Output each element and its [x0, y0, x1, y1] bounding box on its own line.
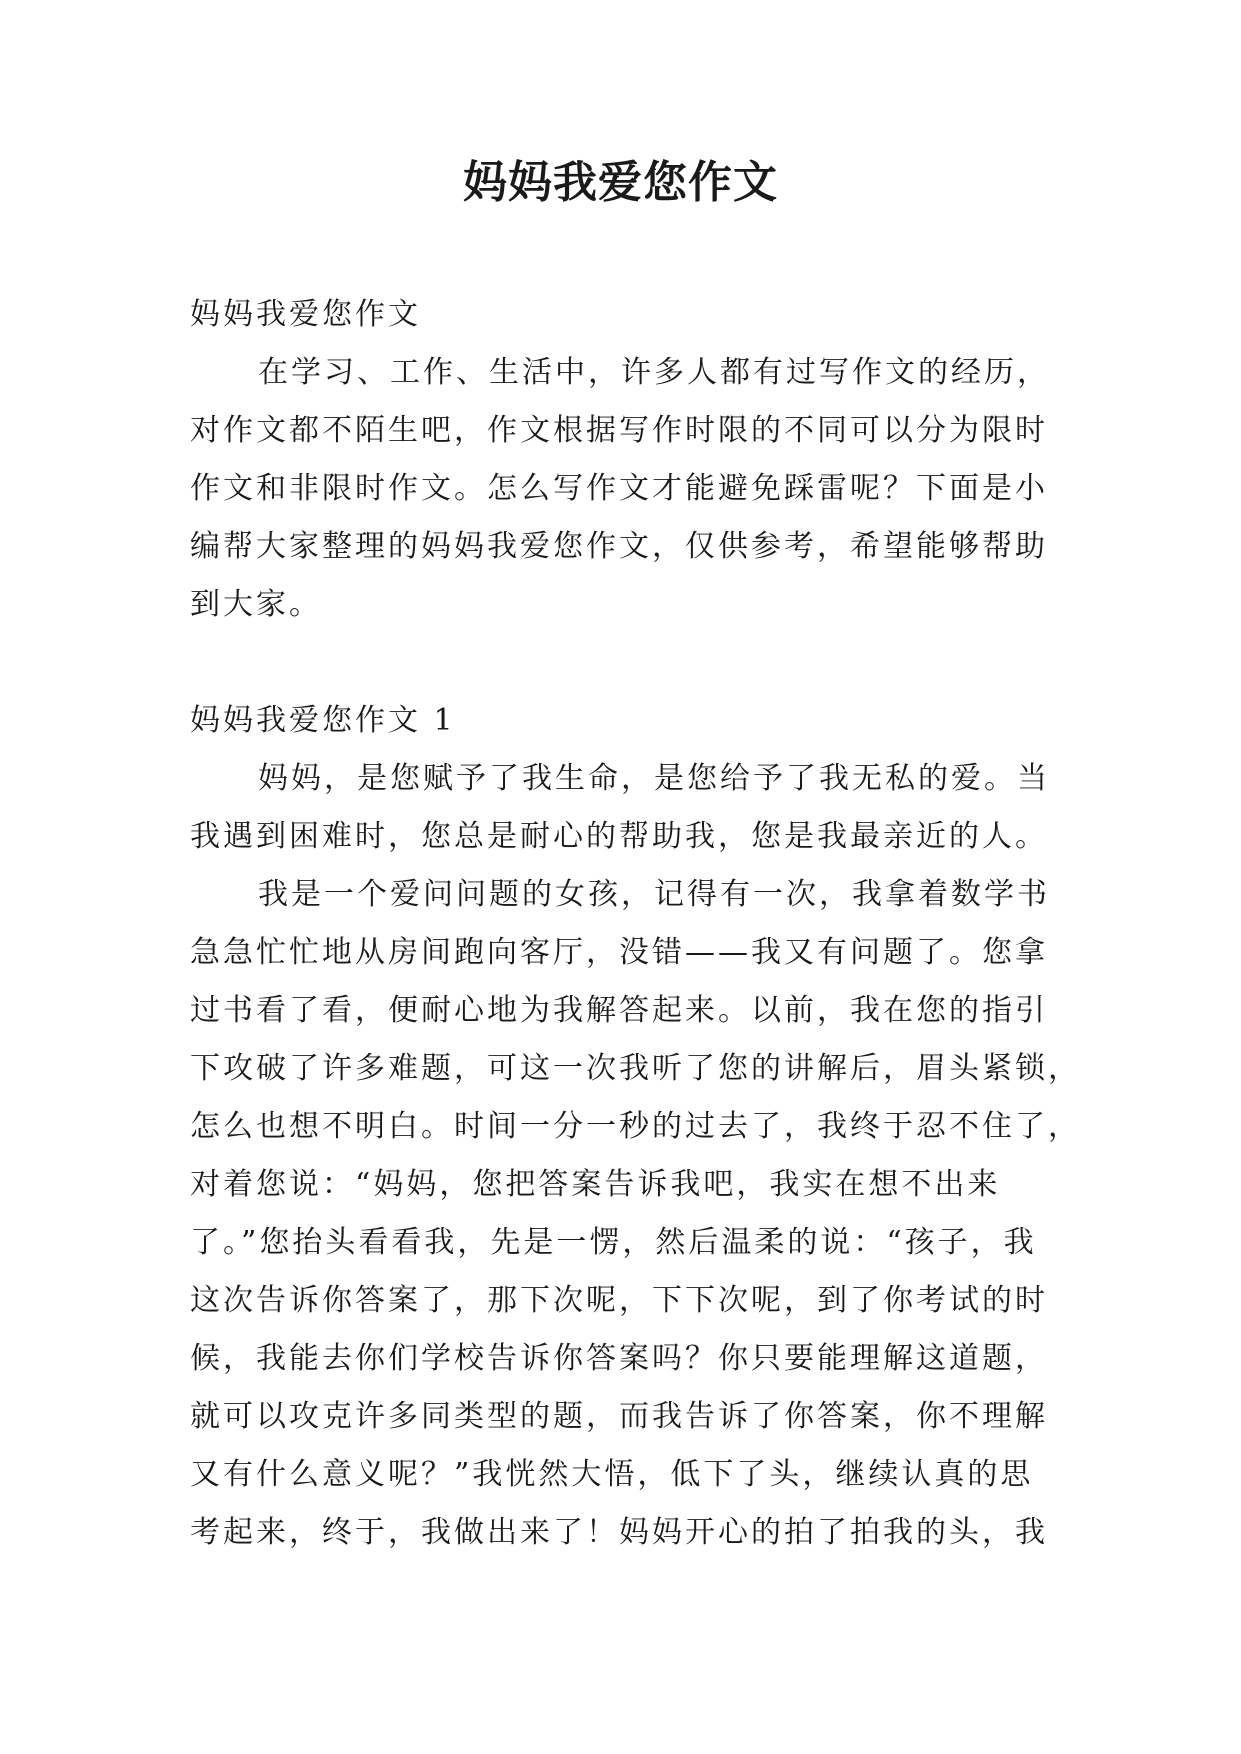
- essay-line: 怎么也想不明白。时间一分一秒的过去了，我终于忍不住了，: [190, 1109, 1081, 1144]
- intro-line: 编帮大家整理的妈妈我爱您作文，仅供参考，希望能够帮助: [190, 529, 1048, 564]
- essay-line: 急急忙忙地从房间跑向客厅，没错——我又有问题了。您拿: [190, 935, 1048, 970]
- essay-line: 妈妈，是您赋予了我生命，是您给予了我无私的爱。当: [258, 761, 1050, 796]
- document-body: [190, 286, 1081, 1562]
- intro-line: 作文和非限时作文。怎么写作文才能避免踩雷呢？下面是小: [190, 471, 1048, 506]
- essay-line: 了。”您抬头看看我，先是一愣，然后温柔的说：“孩子，我: [190, 1225, 1037, 1260]
- essay-line: 我是一个爱问问题的女孩，记得有一次，我拿着数学书: [258, 877, 1050, 912]
- intro-heading: 妈妈我爱您作文: [190, 297, 421, 332]
- intro-line: 对作文都不陌生吧，作文根据写作时限的不同可以分为限时: [190, 413, 1048, 448]
- document-title: 妈妈我爱您作文: [463, 157, 778, 208]
- essay-line: 就可以攻克许多同类型的题，而我告诉了你答案，你不理解: [190, 1399, 1048, 1434]
- essay-line: 对着您说：“妈妈，您把答案告诉我吧，我实在想不出来: [190, 1167, 1001, 1202]
- intro-line: 在学习、工作、生活中，许多人都有过写作文的经历，: [258, 355, 1050, 390]
- essay-line: 我遇到困难时，您总是耐心的帮助我，您是我最亲近的人。: [190, 819, 1048, 854]
- essay-line: 考起来，终于，我做出来了！妈妈开心的拍了拍我的头，我: [190, 1515, 1048, 1550]
- essay-line: 又有什么意义呢？”我恍然大悟，低下了头，继续认真的思: [190, 1457, 1034, 1492]
- intro-line: 到大家。: [190, 587, 322, 622]
- essay-line: 这次告诉你答案了，那下次呢，下下次呢，到了你考试的时: [190, 1283, 1048, 1318]
- essay-line: 候，我能去你们学校告诉你答案吗？你只要能理解这道题，: [190, 1341, 1048, 1376]
- essay-line: 下攻破了许多难题，可这一次我听了您的讲解后，眉头紧锁，: [190, 1051, 1081, 1086]
- essay-line: 过书看了看，便耐心地为我解答起来。以前，我在您的指引: [190, 993, 1048, 1028]
- essay-heading: 妈妈我爱您作文 1: [190, 703, 456, 738]
